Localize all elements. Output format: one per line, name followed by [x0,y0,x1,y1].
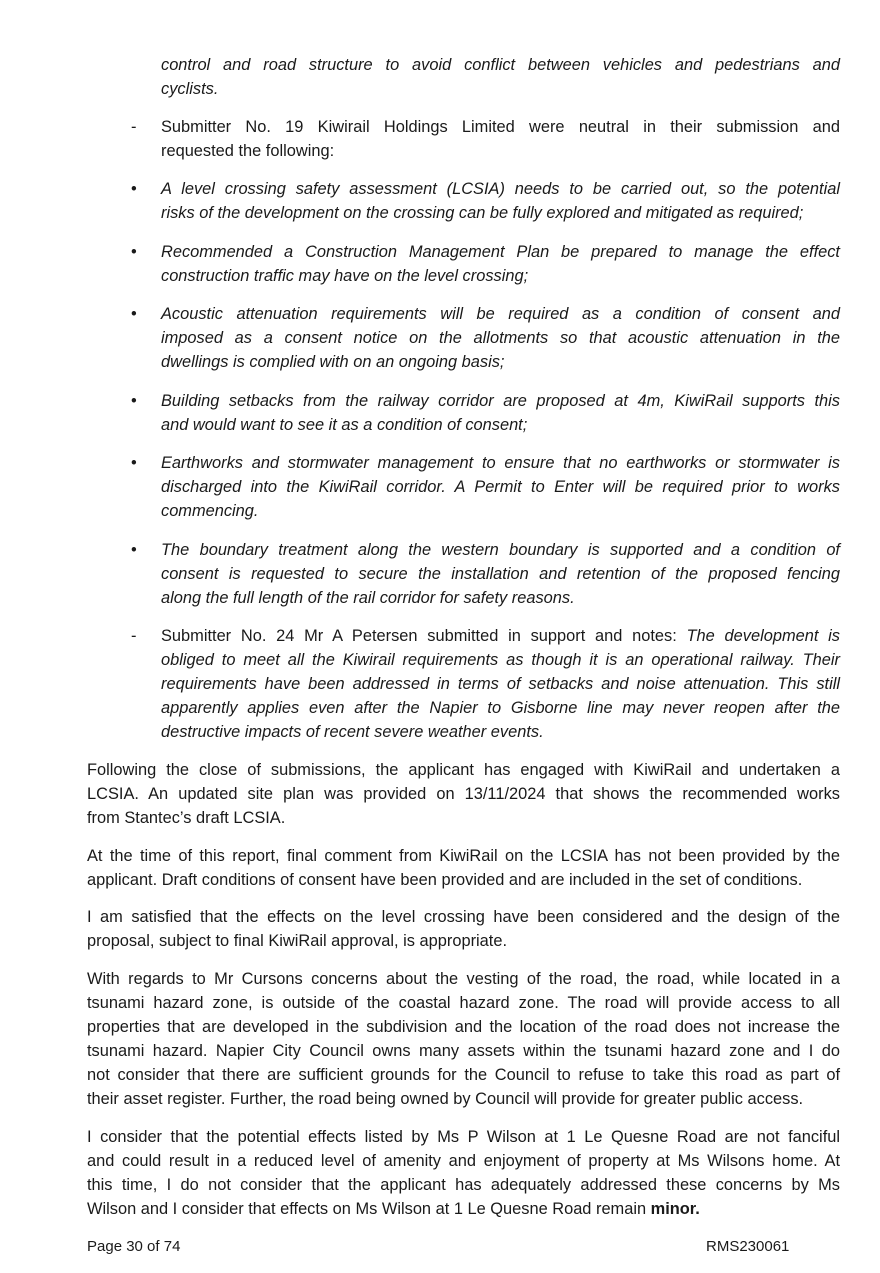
body-paragraph-line: I consider that the potential effects listed by Ms P Wilson at 1 Le Quesne Road are not fanciful [87,1128,840,1146]
submitter-19-text: Submitter No. 19 Kiwirail Holdings Limited were neutral in their submission and [161,118,840,136]
bullet-marker: • [131,392,137,410]
body-paragraph-line: tsunami hazard zone, is outside of the coastal hazard zone. The road will provide access to all [87,994,840,1012]
submitter-24-text [161,624,840,648]
bullet-text: consent is requested to secure the installation and retention of the proposed fencing [161,565,840,583]
body-paragraph-line: and could result in a reduced level of amenity and enjoyment of property at Ms Wilsons home. At [87,1152,840,1170]
dash-marker: - [131,118,137,136]
body-paragraph-line: this time, I do not consider that the applicant has adequately addressed these concerns by Ms [87,1176,840,1194]
bullet-text: along the full length of the rail corridor for safety reasons. [161,589,575,607]
body-paragraph-line: I am satisfied that the effects on the level crossing have been considered and the design of the [87,908,840,926]
bullet-text: Acoustic attenuation requirements will be required as a condition of consent and [161,305,840,323]
bullet-text: The boundary treatment along the western boundary is supported and a condition of [161,541,840,559]
bullet-text: discharged into the KiwiRail corridor. A Permit to Enter will be required prior to works [161,478,840,496]
body-paragraph-line: tsunami hazard. Napier City Council owns many assets within the tsunami hazard zone and I do [87,1042,840,1060]
submitter-24-quote-start: The development is [686,627,840,645]
bullet-marker: • [131,454,137,472]
dash-marker: - [131,627,137,645]
bullet-text: and would want to see it as a condition of consent; [161,416,528,434]
bullet-text: A level crossing safety assessment (LCSIA) needs to be carried out, so the potential [161,180,840,198]
submitter-24-quote: destructive impacts of recent severe weather events. [161,723,544,741]
document-reference: RMS230061 [706,1238,790,1255]
bullet-text: Recommended a Construction Management Plan be prepared to manage the effect [161,243,840,261]
body-paragraph-line: properties that are developed in the subdivision and the location of the road does not increase the [87,1018,840,1036]
bullet-marker: • [131,305,137,323]
bullet-text: risks of the development on the crossing can be fully explored and mitigated as required; [161,204,804,222]
submitter-24-quote: apparently applies even after the Napier to Gisborne line may never reopen after the [161,699,840,717]
body-paragraph-line: from Stantec’s draft LCSIA. [87,809,286,827]
bullet-text: imposed as a consent notice on the allotments so that acoustic attenuation in the [161,329,840,347]
bullet-text: Earthworks and stormwater management to ensure that no earthworks or stormwater is [161,454,840,472]
submitter-24-quote: requirements have been addressed in terms of setbacks and noise attenuation. This still [161,675,840,693]
page-number: Page 30 of 74 [87,1238,181,1255]
body-paragraph-line: applicant. Draft conditions of consent have been provided and are included in the set of conditions. [87,871,803,889]
body-paragraph-last-line [87,1197,700,1221]
body-paragraph-line: their asset register. Further, the road being owned by Council will provide for greater public access. [87,1090,804,1108]
bullet-marker: • [131,243,137,261]
body-paragraph-line: proposal, subject to final KiwiRail approval, is appropriate. [87,932,508,950]
bullet-marker: • [131,541,137,559]
submitter-19-text: requested the following: [161,142,335,160]
body-paragraph-line: not consider that there are sufficient grounds for the Council to refuse to take this road as part of [87,1066,840,1084]
bullet-text: Building setbacks from the railway corridor are proposed at 4m, KiwiRail supports this [161,392,840,410]
submitter-24-lead: Submitter No. 24 Mr A Petersen submitted in support and notes: [161,627,687,645]
body-paragraph-line: LCSIA. An updated site plan was provided on 13/11/2024 that shows the recommended works [87,785,840,803]
body-paragraph-line: Following the close of submissions, the applicant has engaged with KiwiRail and undertaken a [87,761,840,779]
last-line-text: Wilson and I consider that effects on Ms Wilson at 1 Le Quesne Road remain [87,1200,651,1218]
minor-emphasis: minor. [650,1200,700,1218]
intro-line: cyclists. [161,80,219,98]
body-paragraph-line: At the time of this report, final comment from KiwiRail on the LCSIA has not been provided by the [87,847,840,865]
bullet-text: dwellings is complied with on an ongoing basis; [161,353,505,371]
intro-line: control and road structure to avoid conflict between vehicles and pedestrians and [161,56,840,74]
bullet-marker: • [131,180,137,198]
body-paragraph-line: With regards to Mr Cursons concerns about the vesting of the road, the road, while located in a [87,970,840,988]
bullet-text: construction traffic may have on the level crossing; [161,267,529,285]
bullet-text: commencing. [161,502,259,520]
submitter-24-quote: obliged to meet all the Kiwirail requirements as though it is an operational railway. Their [161,651,840,669]
